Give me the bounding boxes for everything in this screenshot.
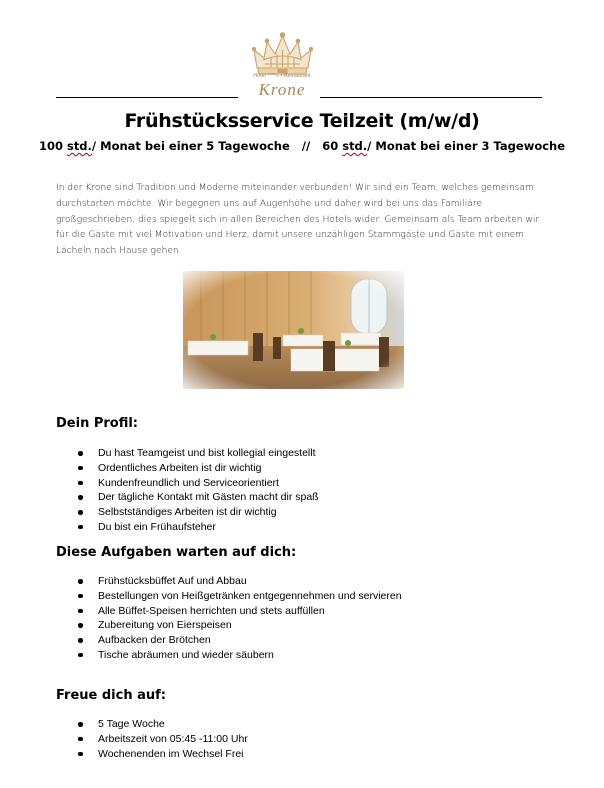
bullet-icon: [78, 752, 83, 757]
profile-heading: Dein Profil:: [56, 416, 139, 431]
header-rule-right: [320, 97, 542, 98]
benefits-heading: Freue dich auf:: [56, 688, 167, 703]
bullet-icon: [78, 510, 83, 515]
list-item: Frühstücksbüffet Auf und Abbau: [56, 574, 536, 589]
intro-paragraph: In der Krone sind Tradition und Moderne miteinander verbunden! Wir sind ein Team, welches gemeinsam durchstarten möchte. Wir begegnen uns auf Augenhöhe und daher wird bei uns das Familiäre großgeschrieben, dies spiegelt sich in allen Bereichen des Hotels wider. Gemeinsam als Team arbeiten wir für die Gäste mit viel Motivation und Herz, damit unsere unzähligen Stammgäste und Gäste mit einem Lächeln nach Hause gehen.: [56, 183, 540, 257]
bullet-icon: [78, 525, 83, 530]
list-item: Zubereitung von Eierspeisen: [56, 618, 536, 633]
hours-subtitle: [0, 139, 604, 153]
list-item: Wochenenden im Wechsel Frei: [56, 747, 536, 762]
tasks-heading: Diese Aufgaben warten auf dich:: [56, 545, 297, 560]
restaurant-photo: [183, 271, 404, 389]
list-item: 5 Tage Woche: [56, 717, 536, 732]
list-item: Du bist ein Frühaufsteher: [56, 520, 536, 535]
bullet-icon: [78, 495, 83, 500]
bullet-icon: [78, 609, 83, 614]
bullet-icon: [78, 579, 83, 584]
list-item: Alle Büffet-Speisen herrichten und stets auffüllen: [56, 604, 536, 619]
benefits-list: [56, 717, 536, 761]
tasks-list: [56, 574, 536, 663]
logo-tagline: Hotel ****s • Restaurant: [253, 73, 311, 79]
list-item: Du hast Teamgeist und bist kollegial eingestellt: [56, 446, 536, 461]
list-item: Tische abräumen und wieder säubern: [56, 648, 536, 663]
list-item: Kundenfreundlich und Serviceorientiert: [56, 476, 536, 491]
subtitle-hours-5: 100: [38, 139, 67, 153]
list-item: Arbeitszeit von 05:45 -11:00 Uhr: [56, 732, 536, 747]
bullet-icon: [78, 451, 83, 456]
bullet-icon: [78, 481, 83, 486]
bullet-icon: [78, 623, 83, 628]
list-item: Der tägliche Kontakt mit Gästen macht dir spaß: [56, 490, 536, 505]
header-rule-left: [56, 97, 238, 98]
list-item: Aufbacken der Brötchen: [56, 633, 536, 648]
profile-list: [56, 446, 536, 535]
list-item: Bestellungen von Heißgetränken entgegennehmen und servieren: [56, 589, 536, 604]
bullet-icon: [78, 466, 83, 471]
subtitle-text-1: / Monat bei einer 5 Tagewoche // 60: [91, 139, 343, 153]
subtitle-unit-2: std.: [342, 139, 368, 153]
bullet-icon: [78, 653, 83, 658]
logo-name: Krone: [258, 80, 306, 99]
bullet-icon: [78, 722, 83, 727]
page-title: Frühstücksservice Teilzeit (m/w/d): [124, 110, 480, 132]
list-item: Ordentliches Arbeiten ist dir wichtig: [56, 461, 536, 476]
bullet-icon: [78, 638, 83, 643]
subtitle-text-2: / Monat bei einer 3 Tagewoche: [367, 139, 566, 153]
list-item: Selbstständiges Arbeiten ist dir wichtig: [56, 505, 536, 520]
bullet-icon: [78, 594, 83, 599]
subtitle-unit-1: std.: [66, 139, 92, 153]
bullet-icon: [78, 737, 83, 742]
